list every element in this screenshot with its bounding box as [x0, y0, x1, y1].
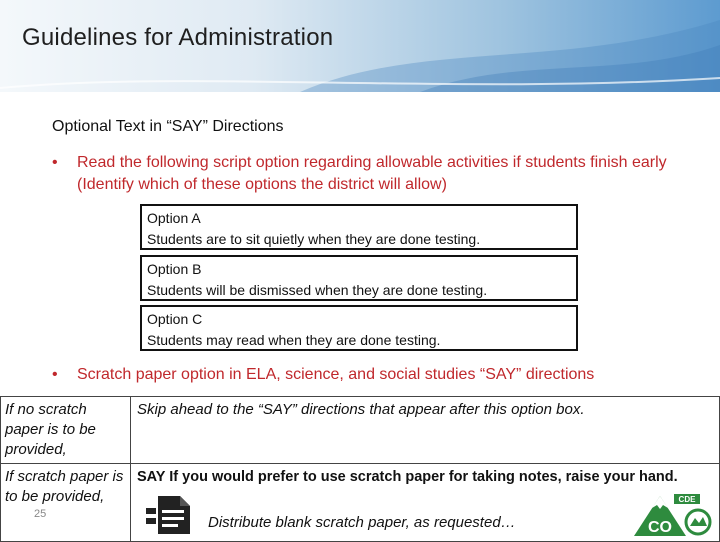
option-description: Students are to sit quietly when they are done testing. — [147, 231, 481, 247]
header-banner — [0, 0, 720, 92]
logo-text-top: CDE — [678, 495, 696, 504]
document-icon — [144, 494, 196, 536]
say-text: If you would prefer to use scratch paper for taking notes, raise your hand. — [169, 469, 678, 485]
condition-cell: If no scratch paper is to be provided, — [1, 397, 131, 464]
bullet-icon: • — [52, 154, 58, 171]
bullet-icon: • — [52, 366, 58, 383]
say-line — [137, 467, 715, 487]
option-box-b — [140, 255, 578, 301]
option-name: Option C — [147, 311, 203, 327]
bullet-item-scratch-paper — [52, 364, 692, 388]
table-row — [1, 397, 720, 464]
option-name: Option A — [147, 210, 201, 226]
logo-text-main: CO — [648, 519, 672, 536]
colorado-logo — [630, 492, 716, 538]
bullet-item-finish-early — [52, 152, 692, 198]
option-box-a — [140, 204, 578, 250]
option-name: Option B — [147, 261, 202, 277]
section-heading: Optional Text in “SAY” Directions — [52, 118, 284, 135]
instruction-cell: Skip ahead to the “SAY” directions that appear after this option box. — [131, 397, 720, 464]
bullet-text: Scratch paper option in ELA, science, and social studies “SAY” directions — [77, 366, 595, 383]
option-description: Students will be dismissed when they are done testing. — [147, 282, 488, 298]
say-label: SAY — [137, 469, 166, 485]
distribute-instruction: Distribute blank scratch paper, as requested… — [208, 514, 516, 531]
slide-number: 25 — [34, 508, 47, 520]
bullet-text: Read the following script option regarding allowable activities if students finish early (Identify which of these options the district will allow) — [77, 154, 667, 193]
condition-cell: If scratch paper is to be provided, — [1, 464, 131, 542]
page-title: Guidelines for Administration — [22, 24, 334, 51]
option-box-c — [140, 305, 578, 351]
option-description: Students may read when they are done testing. — [147, 332, 441, 348]
